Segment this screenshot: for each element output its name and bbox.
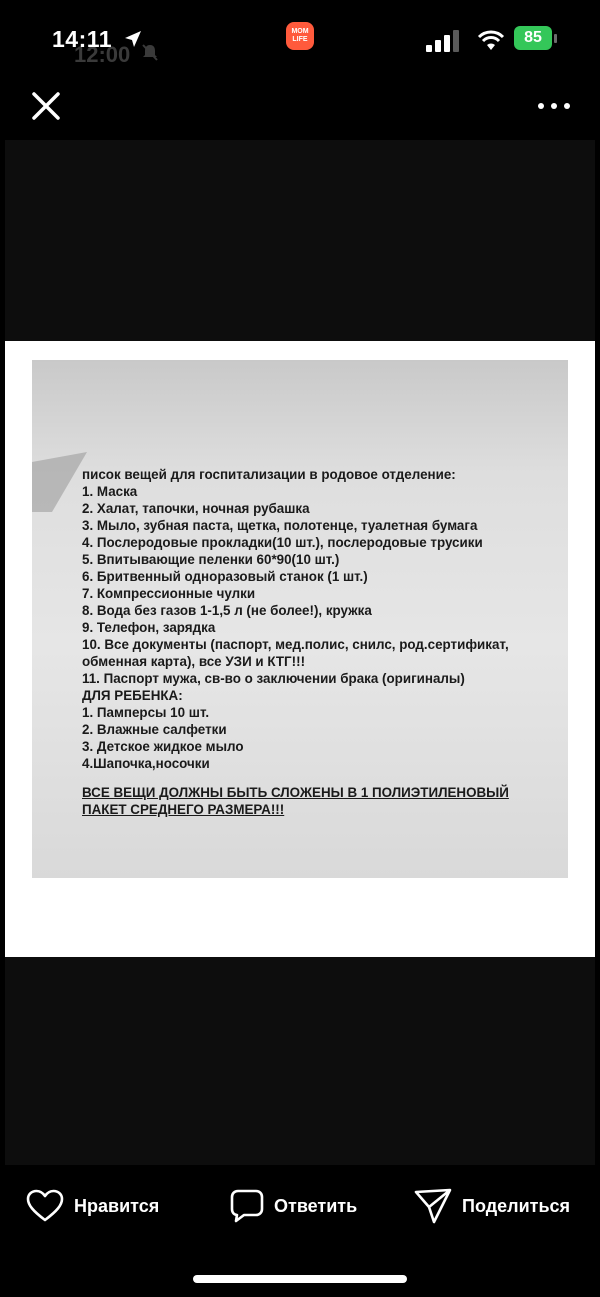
home-indicator[interactable] [193,1275,407,1283]
paper-line: 8. Вода без газов 1-1,5 л (не более!), кружка [82,603,372,618]
paper-line: 10. Все документы (паспорт, мед.полис, снилс, род.сертификат, [82,637,509,652]
paper-note-line: ВСЕ ВЕЩИ ДОЛЖНЫ БЫТЬ СЛОЖЕНЫ В 1 ПОЛИЭТИЛЕНОВЫЙ [82,785,509,800]
paper-line: 1. Памперсы 10 шт. [82,705,210,720]
send-icon [414,1188,452,1224]
paper-line: 1. Маска [82,484,138,499]
wifi-icon [476,28,506,52]
paper-line: 4.Шапочка,носочки [82,756,210,771]
close-icon[interactable] [30,90,62,122]
battery-level: 85 [514,26,552,50]
status-time: 14:11 [52,26,113,52]
more-icon[interactable] [536,96,572,116]
paper-line: 7. Компрессионные чулки [82,586,256,601]
battery-tip [554,34,557,43]
paper-line: 2. Влажные салфетки [82,722,227,737]
app-badge-icon: MOM LIFE [286,22,314,50]
paper-line: ДЛЯ РЕБЕНКА: [82,688,183,703]
muted-bell-icon [140,42,160,62]
reply-label: Ответить [274,1195,358,1216]
paper-line: 3. Мыло, зубная паста, щетка, полотенце, туалетная бумага [82,518,478,533]
status-bar [0,0,600,80]
heart-icon [26,1189,64,1223]
paper-line: 6. Бритвенный одноразовый станок (1 шт.) [82,569,368,584]
paper-note [82,784,562,818]
paper-note-line: ПАКЕТ СРЕДНЕГО РАЗМЕРА!!! [82,802,285,817]
ghost-time: 12:00 [74,42,131,67]
photo-frame[interactable] [5,341,595,957]
reply-button[interactable] [230,1180,357,1232]
paper-line: 3. Детское жидкое мыло [82,739,244,754]
paper-line: 5. Впитывающие пеленки 60*90(10 шт.) [82,552,340,567]
paper-line: 9. Телефон, зарядка [82,620,216,635]
battery-indicator [514,26,556,52]
share-label: Поделиться [462,1195,571,1216]
share-button[interactable] [414,1180,570,1232]
paper-line: 4. Послеродовые прокладки(10 шт.), послеродовые трусики [82,535,483,550]
like-button[interactable] [26,1180,159,1232]
paper-text [82,466,562,818]
paper-line: 2. Халат, тапочки, ночная рубашка [82,501,310,516]
paper-line: обменная карта), все УЗИ и КТГ!!! [82,654,306,669]
paper-line: 11. Паспорт мужа, св-во о заключении брака (оригиналы) [82,671,465,686]
cell-signal-icon [426,30,462,52]
like-label: Нравится [74,1195,160,1216]
action-bar [0,1180,600,1236]
photo-image [32,360,568,878]
comment-icon [230,1189,264,1223]
paper-line: писок вещей для госпитализации в родовое отделение: [82,467,456,482]
